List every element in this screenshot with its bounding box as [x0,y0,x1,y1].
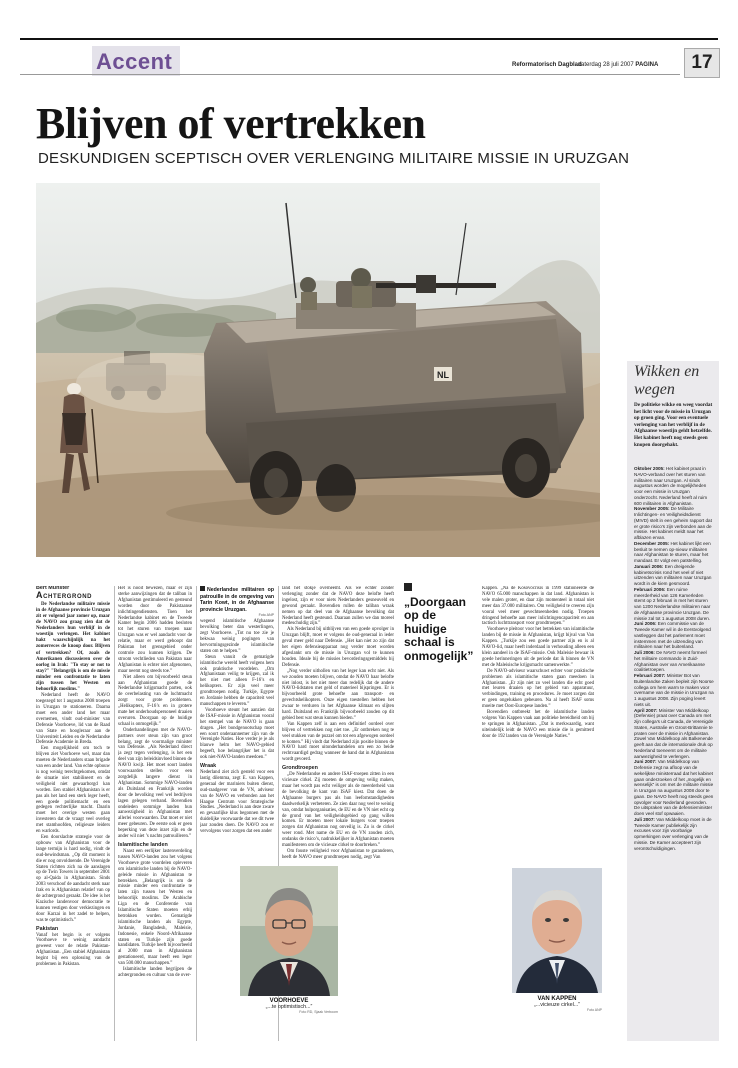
page-number: 17 [684,48,720,78]
paragraph: Nederland heeft de NAVO toegezegd tot 1 augustus 2008 troepen in Uruzgan te stationeren. Daarna moet een ander land het maar overnemen, vindt oud-minister van Defensie Voorhoeve, lid van de Raad van State en hoogleraar aan de Universiteit Leiden en de Nederlandse Defensie Academie in Breda. [36,693,110,746]
article-column-1 [36,586,110,1041]
portrait-voorhoeve [240,866,338,996]
portrait-quote: „...te optimistisch...” [265,1004,313,1010]
subheading: Pakistan [36,925,59,932]
portrait-van-kappen-image [512,868,602,993]
timeline-date: Juli 2006: [634,650,655,655]
timeline-text: Minister Van Middelkoop (Defensie) praat over Canada om met zijn collega’s uit Canada, de Verenigde Staten, Australie en Groot-Brittannie te praten over de missie in Afghanistan. Zowel Van Middelkoop als Balkenende geeft aan dat de internationale druk op Nederland toeneemt om de militaire aanwezigheid te verlengen. [634,707,714,759]
article-column-2 [118,586,192,1041]
portrait-name: VAN KAPPEN [537,996,577,1002]
timeline-date: Januari 2006: [634,563,664,569]
paragraph: Een doorslachte strategie voor de opbouw van Afghanistan voor de lange termijn is hard nodig, vindt de oud-bewindsman. „Op dit moment is die er nog onvoldoende. De Verenigde Staten richtten zich na de aanslagen op de Twin Towers in september 2001 op al-Qaida in Afghanistan. Sinds 2003 verschoof de aandacht sterk naar Irak en is Afghanistan relatief van op de achtergrond geraakt. De idee is het Kazische landenvoor democratie te kunnen vestigen door verkiezingen en door Karzai in het zadel te helpen, was te optimistisch.” [36,834,110,923]
timeline-text: Het kabinet lijkt een besluit te nemen op-nieuw militairen naar Afghanistan te sturen, maar het mandaat. Er volgt een patstelling. [634,540,711,563]
paragraph: „Nog verder uithollen van het leger kan echt niet. Als we zouden moeten blijven, omdat de NAVO haar belofte niet inlost, is het niet meer dan redelijk dat de andere NAVO-lidstaten met geld of materieel bijspringen. Er is bijvoorbeeld grote behoefte aan transport- en gevechtshelikopters. Onze eigen toestellen hebben het zwaar te verduren in het Afghaanse klimaat en slijten hard. Duitsland en Frankrijk bijvoorbeeld zouden op dit gebied best wat steun kunnen bieden.” [282,668,394,721]
article-lead: De Nederlandse militaire missie in de Afghaanse provincie Uruzgan zit er volgend jaar zomer op, maar de NAVO zou graag zien dat de Nederlanders hun verblijf in de woestijn verlengen. Het kabinet hakt waarschijnlijk na het zomerreces de knoop door. Blijven of vertrekken? Of, zoals de Amerikanen discussieren over de oorlog in Irak: "To stay or not to stay?" "Belangrijk is om de missie minder een confrontatie te laten zijn tussen het Westen en behoorlijk moslims." [36,601,110,693]
newspaper-name: Reformatorisch Dagblad [512,62,582,68]
sidebar-intro: De politieke wikke en weeg voordat het licht voor de missie in Uruzgan op groen ging. Voor een eventuele verlenging van het verblijf in de Afghaanse woestijn geldt hetzelfde. Het kabinet heeft nog steeds geen knopen doorgehakt. [634,402,713,448]
column-rule [114,586,115,1041]
timeline-text: Een dreigende kabinetscrisis rond het veel of niet uitzenden van militairen naar Uruzgan wordt in de kiem gesmoord. [634,563,712,586]
portrait-van-kappen [512,868,602,993]
photo-caption [200,586,274,613]
vehicle-marking: NL [437,370,449,380]
timeline-text: Van Middelkoop moet in de Tweede Kamer publiekelijk zijn excuses voor zijn voorbarige opmerkingen over verlenging van de missie. De Kamer accepteert zijn verontschuldigingen. [634,816,712,851]
paragraph: Voorhoeve steunt het aanzien dat de ISAF-missie in Afghanistan vooral het stempel van de NAVO is gaan dragen. „Het bondgenootschap moet een soort onderaannemer zijn van de Verenigde Naties. Hoe verder je je als blauwe helm het NAVO-gebied begeeft, hoe belangrijker het is dat ook niet-NAVO-landen meedoen.” [200,707,274,761]
paragraph: Islamitische landen begrijpen de achtergronden en cultuur van de over- [118,967,192,978]
paragraph: Om fouste veiligheid voor Afghanistan te garanderen, heeft de NAVO meer grondtroepen nodig, zegt Van [282,848,394,860]
paragraph: Als Nederland bij uitblijven van een goede opvolger in Uruzgan blijft, moet er volgens de oud-generaal in ieder geval meer geld naar Defensie. „Het kan niet zo zijn dat het eigen defensieapparaat nog verder moet worden afgeslankt om de missie in Uruzgan vol te kunnen houden. Ideale bij de missies bevorderingsgemiddels bij Defensie. [282,627,394,668]
paragraph: Voorhoeve pleitoor voor het betrekken van islamitische landen bij de missie in Afghanistan, krijgt bijval van Van Kappen. „Turkije zou een goede partner zijn en is al NAVO-lid, maar heeft inderdaad in verhouding alleen een klein aandeel in de ISAF-missie. Ook Maleisie bewaar ik goede herinneringen uit de periode dat ik binnen de VN met de Maleisische krijgsmacht samenwerkte.” [482,627,594,668]
caption-square-icon [200,586,205,591]
paragraph: Van Kappen zelf is aan een definitief oordeel over blijven of vertrekken nog niet toe. „Er ontbreken nog te veel stukken van de puzzel om tot een afgewogen oordeel te komen.” Hij vindt dat Nederland zijn positie binnen de NAVO hard moet uitonderhandelen om een zo beide rechtvaardigd gedrag wanneer de hand dat in Afghanistan wordt gevoerd. [282,721,394,763]
paragraph: Nederland ziet zich gesteld voor een lastig dilemma, zegt E. van Kappen, generaal der mariniers buiten dienst, oud-raadgever van de VN, adviseur van de NAVO en verbonden aan het Haagse Centrum voor Strategische Studies. „Nederland is aan deze zware en gevaarlijke klus begonnen met de duidelijke voorwaarde dat we dit twee jaar zouden doen. De NAVO zou er vervolgens voor zorgen dat een ander [200,770,274,835]
sidebar-timeline [634,466,714,851]
timeline-date: April 2007: [634,707,658,713]
timeline-text: Het kabinet praat in NAVO-verband over het sturen van militairen naar Uruzgan. Al sinds augustus worden de mogelijkheden voor een missie in Uruzgan onderzocht. Nederland heeft al ruim 600 militairen in Afghanistan. [634,466,708,506]
portrait-voorhoeve-caption [240,998,338,1014]
sidebar-title: Wikken en wegen [634,363,700,398]
timeline-date: Juli 2007: [634,816,655,822]
portrait-van-kappen-caption [512,996,602,1012]
timeline-date: Juni 2006: [634,621,657,627]
pull-quote [404,582,476,663]
portrait-name: VOORHOEVE [269,998,309,1004]
timeline-entry [634,650,714,673]
timeline-entry [634,817,714,852]
header-date [578,62,658,68]
header-date-text: zaterdag 28 juli 2007 [578,62,634,68]
paragraph: Het is nooit bewezen, maar er zijn sterke aanwijzingen dat de taliban in Afghanistan gestimuleerd en gesteund worden door de Pakistaanse inlichtingendiensten. Toen het Nederlandse kabinet en de Tweede Kamer begin 2006 hadden besloten tot het sturen van troepen naar Uruzgan was er wel aandacht voor de relatie, maar er werd gehoopt dat Pakistan het grensgebied onder controle zou kunnen krijgen. De stroom vechtlieden van Pakistan naar Afghanistan is echter niet afgenomen, maar neemt nog steeds toe.” [118,586,192,674]
timeline-date: Februari 2007: [634,673,666,678]
timeline-entry [634,564,714,587]
subheading: Islamitische landen [118,841,168,848]
timeline-entry [634,541,714,564]
paragraph: „De Nederlandse en andere ISAF-troepen zitten in een vicieuze cirkel. Zij moeten de omgeving veilig maken, maar het wordt pas echt veiliger als de meerderheid van de bevolking de kant van ISAF kiest. Dat doen de Afghaanse burgers pas als hun leefomstandigheden daadwerkelijk verbeteren. Ze zien daar nog veel te weinig van, omdat hulporganisaties, de EU en de VN niet echt op de grond van het veiligheidsgebied op gang willen komen. Er moeten meer lokale burgers voor troepen zorgen dat Afghanistan nog onveilig is. Zo is de cirkel weer rond. Met name de EU en de VN zouden zich, ondanks de risico’s, nadrukkelijker in Afghanistan moeten manifesteren om de vicieuze cirkel te doorbreken.” [282,772,394,849]
paragraph: Onderhandelingen met de NAVO-partners over steun zijn van groot belang, zegt de voormalige minister van Defensie. „Als Nederland direct ja zegt tegen verlenging, is het een deel van zijn beleidsinvloed binnen de NAVO kwijt. Het moet soort landen voorwaarden stellen voor een zorgdelijk langere dienst in Afghanistan. Sommige NAVO-landen als Duitsland en Frankrijk worden door de bevolking veel wel bedrijven lagen gelegen verband. Bovendien ondeleden sommige landen hun aanwezigheid in Afghanistan met allerlei voorwaarden. Dat moet er niet meer gebeuren. De eerste ook er geen beperking van deze inzet zijn en de ander wil niet ’s nachts patrouilleren.” [118,727,192,840]
paragraph: Kappen. „Na de Kosovocrisis in 1999 stationeerde de NAVO 65.000 manschappen in dat land. Afghanistan is vele malen groter, en daar zijn momenteel in totaal niet meer dan 37.000 militairen. Om veiligheid te creeren zijn vooral veel meer gevechtseenheden nodig. Troepen dringend behoefte aan meer inlichtingencapaciteit en aan tactisch luchttransport voor grondtroepen.” [482,586,594,627]
timeline-entry [634,621,714,650]
kicker: Achtergrond [36,589,93,600]
timeline-text: Een commissie van de Tweede Kamer wil in de Eerstvolgend vastleggen dat het parlement moet instemmen met de uitzending van militairen naar het buitenland. [634,621,711,650]
timeline-entry [634,759,714,817]
timeline-entry [634,587,714,622]
timeline-text: Minister Bot van Buitenlandse Zaken bepleit zijn Noorse collega om hem warm te maken voor overname van de missie in Uruzgan na 1 augustus 2008. Zijn poging levert niets uit. [634,673,714,707]
timeline-date: Juni 2007: [634,759,657,765]
article-column-5 [482,586,594,886]
header-top-rule [20,38,718,40]
paragraph: De NAVO-adviseur waarschuwt echter voor praktische problemen als islamitische staten gaan meedoen in Afghanistan. „Er zijn niet zo veel landen die echt goed met leuren draaien op het gebied van apparatuur, verbindingen, training en procedures. Je moet zorgen dat er geen ongelukken gebeuren. Na al heeft ISAF soms moeite met Oost-Europese landen.” [482,668,594,710]
pull-quote-text: „Doorgaan op de huidige schaal is onmogelijk” [404,594,474,663]
article-subtitle: DESKUNDIGEN SCEPTISCH OVER VERLENGING MILITAIRE MISSIE IN URUZGAN [38,150,630,167]
article-column-3 [200,586,274,866]
subheading: Wraak [200,763,217,770]
timeline-entry [634,466,714,506]
timeline-date: December 2005: [634,540,670,546]
timeline-date: Februari 2006: [634,586,666,592]
pull-quote-square-icon [404,583,412,591]
paragraph: Steun vanuit de gematigde islamitische wereld heeft volgens hem ook praktische voordelen. „Om Afghanistaan veilig te krijgen, zal ik het niet met alleen F-16’s en helikopters. Er zijn veel meer grondtroepen nodig. Turkije, Egypte en Jordanie hebben de capaciteit veel manschappen te leveren.” [200,654,274,707]
timeline-text: Van Middelkoop van Defensie zegt na afloop van de wekelijkse ministerraad dat het kabinet gaan onderzoeken of het „mogelijk en wenselijk” is om met de militaire missie in Uruzgan na augustus 2008 door te gaan. De NAVO heeft nog steeds geen opvolger voor Nederland gevonden. De uitspraken van de defensieminister doen veel stof opwaaien. [634,759,714,816]
column-rule [196,586,197,1041]
timeline-text: De NAVO neemt formeel het militaire commando in Zuid-Afghanistan over van Amerikaanse coalitietroepen. [634,650,707,673]
subheading: Grondtroepen [282,765,318,772]
paragraph: Vanaf het begin is er volgens Voorhoeve te weinig aandacht geweest voor de relatie Pakistan-Afghanistan. „Een stabiel Afghanistan begint bij een oplossing van de problemen in Pakistan. [36,932,110,968]
timeline-entry [634,673,714,708]
paragraph: land het stokje overneemt. Als we echter zonder verlenging zonder dat de NAVO deze belofte heeft ingelost, zijn er voor niets Nederlanders gesneuveld en gewond geraakt. Bovendien rullen de taliban wraak nemen op dat deel van de Afghaanse bevolking dat Nederland heeft gesteund. Daaraan zullen we dan moreel medeschuldig zijn.” [282,586,394,627]
photo-credit: Foto ANP [258,613,274,618]
page-label: PAGINA [635,62,659,68]
photo-caption-text: Nederlandse militairen op patrouille in de omgeving van Tarin Kowt, in de Afghaanse provincie Uruzgan. [200,587,274,613]
timeline-text: Een ruime meerderheid van 126 Kamerleden stemt op 2 februari in met het sturen van 1200 Nederlandse militairen naar de Afghaanse provincie Uruzgan. De missie zal tot 1 augustus 2008 duren. [634,586,711,621]
paragraph: wegend islamitische Afghaanse bevolking beter dan westerlingen, zegt Voorhoeve. „Tot nu toe zie je bekwaa weinig pogingen van hervormingsgezinde islamitische staten om te helpen.” [200,619,274,654]
paragraph: Naast een eerlijker lastenverdeling tussen NAVO-landen zou het volgens Voorhoeve grote voordelen opleveren om islamitische landen bij de NAVO-geleide missie in Afghanistan te betrekken. „Belangrijk is om de missie minder een confrontatie te laten zijn tussen het Westen en behoorlijk moslims. De Arabische Liga en de Conferentie van Islamitische Staten moeten erbij betrokken worden. Gematigde islamitische landen als Egypte, Jordanie, Bangladesh, Maleisie, Indonesie, enkele Noord-Afrikaanse staten en Turkije zijn goede kandidaten. Turkije heeft bijvoorbeeld al 2000 man in Afghanistan gestationeerd, maar heeft een leger van 500.000 manschappen.” [118,848,192,967]
timeline-date: November 2005: [634,506,670,512]
header-bottom-rule [20,74,680,75]
timeline-entry [634,708,714,760]
portrait-voorhoeve-image [240,866,338,996]
paragraph: Bovendien ontbreekt het de islamitische landen volgens Van Kappen vaak aan politieke bereidheid om bij te springen in Afghanistan. „Dat is merkwaardig, want uiteindelijk leidt de NAVO een missie die is gemitterd door de 192 landen van de Verenigde Naties.” [482,710,594,739]
paragraph: Een mogelijkheid om toch te blijven ziet Voorhoeve wel, maar dan moeten de Nederlanders staan brigade van een ander land. Van echte opbouw is nog weinig terechtgekomen, omdat de situatie niet stabiliseert en de veiligheid niet gewaarborgd kan worden. Een stabiel Afghanistan is er pas als het land een sterk leger heeft, een goede politiemacht en een gedegen rechterlijke macht. Daarin moet het overige westen gaan investeren dat de vraagt veel overleg met stamhoofden, religieuze leiders en warlords. [36,746,110,835]
article-title: Blijven of vertrekken [36,99,426,148]
portrait-credit: Foto RD, Sjaak Verboom [299,1010,338,1014]
byline: Bert Munster [36,586,70,591]
main-photo [36,183,600,557]
timeline-entry [634,506,714,541]
timeline-text: De Militaire Inlichtingen- en Veiligheidsdienst (MIVD) stelt in een geheim rapport dat er grote risico’s zijn verbonden aan de missie. Het kabinet meldt naar het afblazen ervan. [634,506,712,540]
armored-vehicle-illustration [36,183,600,557]
paragraph: Niet alleen om bijvoorbeeld steun aan Afghanistan goede de Nederlandse krijgsmacht parten, ook de overbelasting van de luchtmacht zorgt voor grote problemen. „Helikopters, F-16’s en in grotere mate het onderhoudspersoneel draaien overuren. Doorgaan op de huidige schaal is onmogelijk.” [118,674,192,727]
portrait-quote: „...vicieuze cirkel...” [533,1002,581,1008]
timeline-date: Oktober 2005: [634,466,665,471]
section-title: Accent [96,49,173,74]
portrait-credit: Foto ANP [587,1008,602,1012]
